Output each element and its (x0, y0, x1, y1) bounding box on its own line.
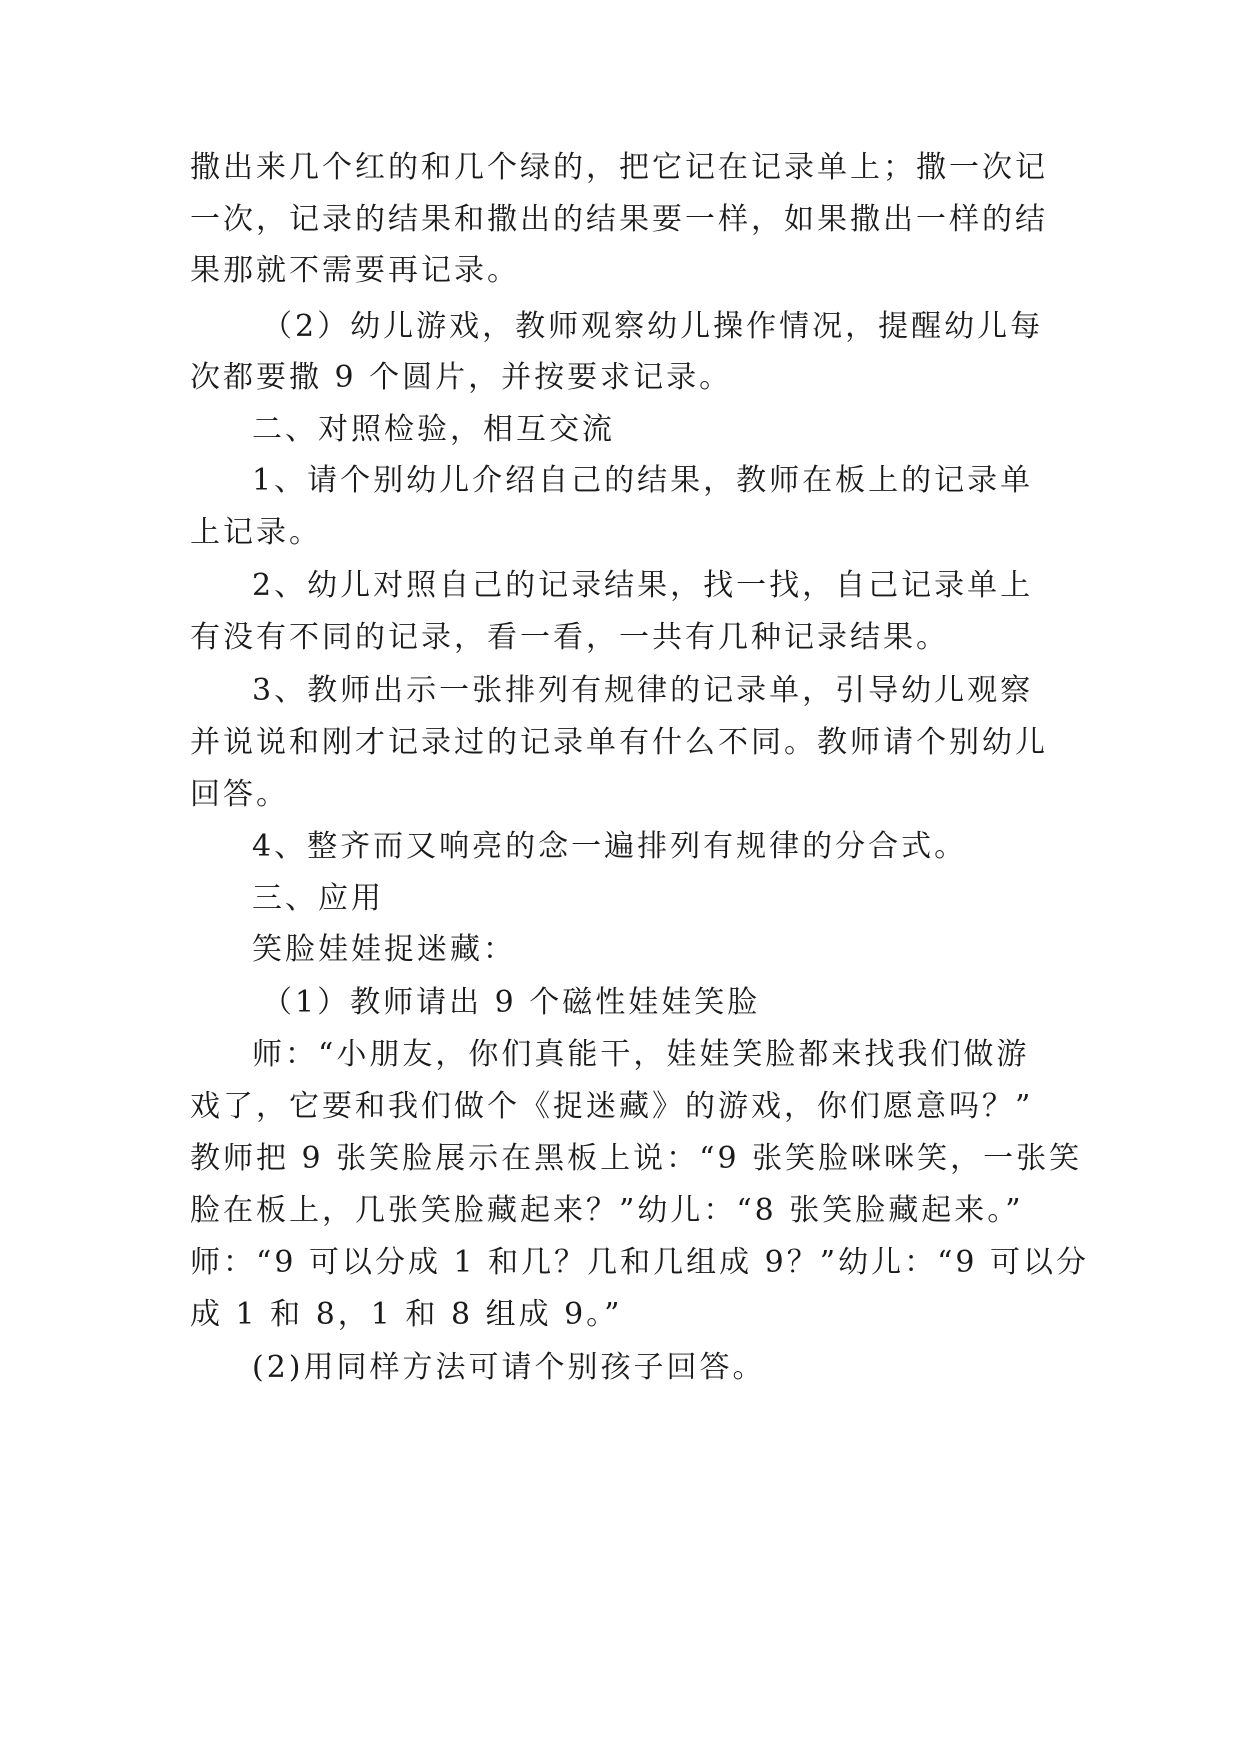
text-line-2: 一次，记录的结果和撒出的结果要一样，如果撒出一样的结 (190, 202, 1048, 237)
text-line-22: 师：“9 可以分成 1 和几？几和几组成 9？”幼儿：“9 可以分 (190, 1245, 1090, 1280)
text-line-12: 并说说和刚才记录过的记录单有什么不同。教师请个别幼儿 (190, 725, 1048, 760)
text-line-18: 师：“小朋友，你们真能干，娃娃笑脸都来找我们做游 (252, 1037, 1030, 1072)
section-heading-2: 二、对照检验，相互交流 (252, 412, 615, 447)
text-line-5: 次都要撒 9 个圆片，并按要求记录。 (190, 360, 733, 395)
text-line-4: （2）幼儿游戏，教师观察幼儿操作情况，提醒幼儿每 (262, 309, 1044, 344)
text-line-13: 回答。 (190, 777, 289, 812)
text-line-17: （1）教师请出 9 个磁性娃娃笑脸 (262, 985, 761, 1020)
text-line-3: 果那就不需要再记录。 (190, 253, 520, 288)
text-line-1: 撒出来几个红的和几个绿的，把它记在记录单上；撒一次记 (190, 150, 1048, 185)
text-line-23: 成 1 和 8，1 和 8 组成 9。” (190, 1297, 623, 1332)
text-line-19: 戏了，它要和我们做个《捉迷藏》的游戏，你们愿意吗？” (190, 1089, 1034, 1124)
text-line-14: 4、整齐而又响亮的念一遍排列有规律的分合式。 (252, 829, 968, 864)
text-line-16: 笑脸娃娃捉迷藏： (252, 932, 516, 967)
text-line-24: (2)用同样方法可请个别孩子回答。 (252, 1350, 766, 1385)
section-heading-3: 三、应用 (252, 881, 384, 916)
text-line-9: 2、幼儿对照自己的记录结果，找一找，自己记录单上 (252, 568, 1034, 603)
text-line-11: 3、教师出示一张排列有规律的记录单，引导幼儿观察 (252, 673, 1034, 708)
text-line-20: 教师把 9 张笑脸展示在黑板上说：“9 张笑脸咪咪笑，一张笑 (190, 1141, 1083, 1176)
text-line-8: 上记录。 (190, 515, 322, 550)
text-line-21: 脸在板上，几张笑脸藏起来？”幼儿：“8 张笑脸藏起来。” (190, 1193, 1024, 1228)
text-line-10: 有没有不同的记录，看一看，一共有几种记录结果。 (190, 620, 949, 655)
text-line-7: 1、请个别幼儿介绍自己的结果，教师在板上的记录单 (252, 463, 1034, 498)
